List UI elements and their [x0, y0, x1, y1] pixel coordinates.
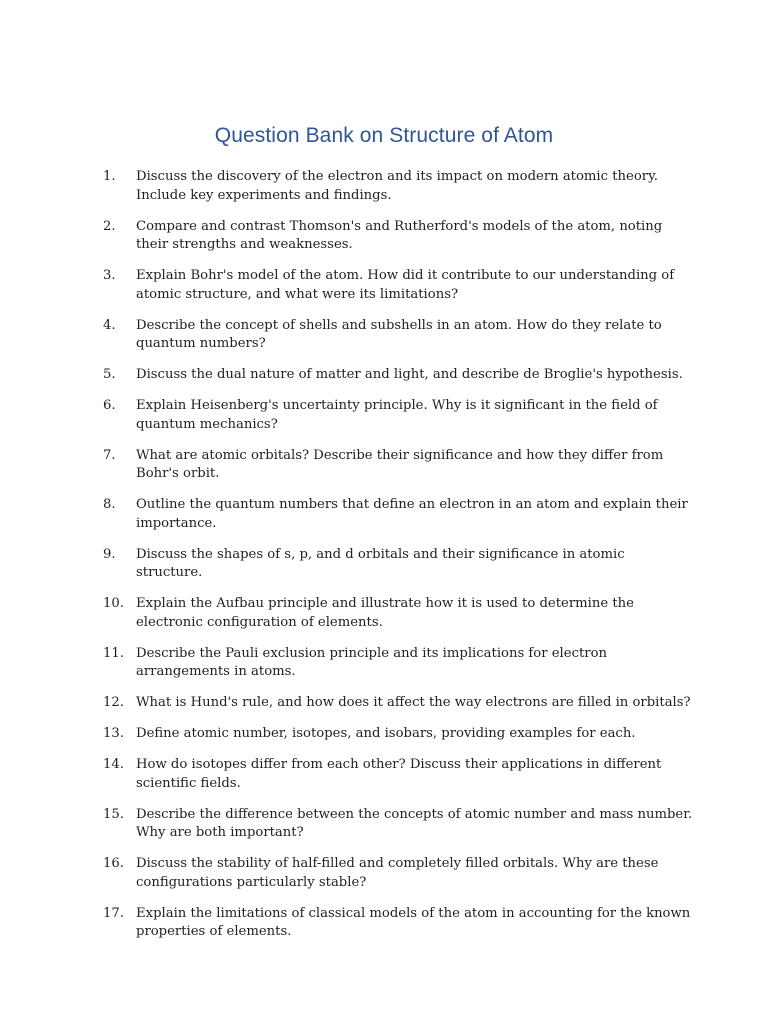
list-item [103, 218, 693, 255]
question-text: Discuss the shapes of s, p, and d orbitals and their significance in atomic structure. [136, 546, 625, 580]
list-item [103, 725, 693, 744]
question-number: 16. [103, 856, 124, 871]
question-text: Discuss the dual nature of matter and light, and describe de Broglie's hypothesis. [136, 367, 683, 382]
list-item [103, 317, 693, 354]
question-number: 10. [103, 596, 124, 611]
question-number: 14. [103, 757, 124, 772]
list-item [103, 366, 693, 385]
question-list [103, 168, 693, 954]
question-text: Explain the Aufbau principle and illustrate how it is used to determine the electronic configuration of elements. [136, 596, 634, 630]
question-text: How do isotopes differ from each other? Discuss their applications in different scientific fields. [136, 757, 662, 791]
question-text: Describe the concept of shells and subshells in an atom. How do they relate to quantum numbers? [136, 317, 662, 351]
question-number: 15. [103, 806, 124, 822]
question-text: Describe the difference between the concepts of atomic number and mass number. Why are both important? [136, 806, 693, 840]
list-item [103, 645, 693, 682]
question-number: 6. [103, 398, 116, 413]
question-number: 1. [103, 169, 116, 184]
question-number: 4. [103, 317, 116, 333]
question-text: Define atomic number, isotopes, and isobars, providing examples for each. [136, 726, 636, 741]
question-number: 9. [103, 546, 116, 562]
question-text: Discuss the stability of half-filled and completely filled orbitals. Why are these configurations particularly stable? [136, 856, 659, 890]
question-text: What is Hund's rule, and how does it affect the way electrons are filled in orbitals? [136, 695, 691, 710]
list-item [103, 756, 693, 793]
list-item [103, 496, 693, 533]
list-item [103, 905, 693, 942]
question-number: 2. [103, 218, 116, 234]
list-item [103, 267, 693, 304]
question-number: 13. [103, 726, 124, 741]
question-number: 17. [103, 905, 124, 921]
list-item [103, 168, 693, 205]
list-item [103, 397, 693, 434]
question-text: Compare and contrast Thomson's and Rutherford's models of the atom, noting their strengths and weaknesses. [136, 218, 663, 252]
page-title: Question Bank on Structure of Atom [214, 124, 554, 147]
question-number: 3. [103, 268, 116, 283]
list-item [103, 806, 693, 843]
list-item [103, 694, 693, 713]
question-number: 8. [103, 497, 116, 512]
question-number: 7. [103, 447, 116, 463]
question-number: 12. [103, 695, 124, 710]
question-text: Explain Heisenberg's uncertainty principle. Why is it significant in the field of quantum mechanics? [136, 398, 658, 432]
list-item [103, 595, 693, 632]
question-text: Outline the quantum numbers that define an electron in an atom and explain their importance. [136, 497, 688, 531]
question-text: Discuss the discovery of the electron and its impact on modern atomic theory. Include key experiments and findings. [136, 169, 658, 203]
question-text: Explain the limitations of classical models of the atom in accounting for the known properties of elements. [136, 905, 691, 939]
list-item [103, 447, 693, 484]
question-text: Describe the Pauli exclusion principle and its implications for electron arrangements in atoms. [136, 645, 607, 679]
question-text: Explain Bohr's model of the atom. How did it contribute to our understanding of atomic structure, and what were its limitations? [136, 268, 675, 302]
question-text: What are atomic orbitals? Describe their significance and how they differ from Bohr's orbit. [136, 447, 664, 481]
list-item [103, 546, 693, 583]
list-item [103, 855, 693, 892]
question-number: 5. [103, 367, 116, 382]
question-number: 11. [103, 645, 124, 661]
